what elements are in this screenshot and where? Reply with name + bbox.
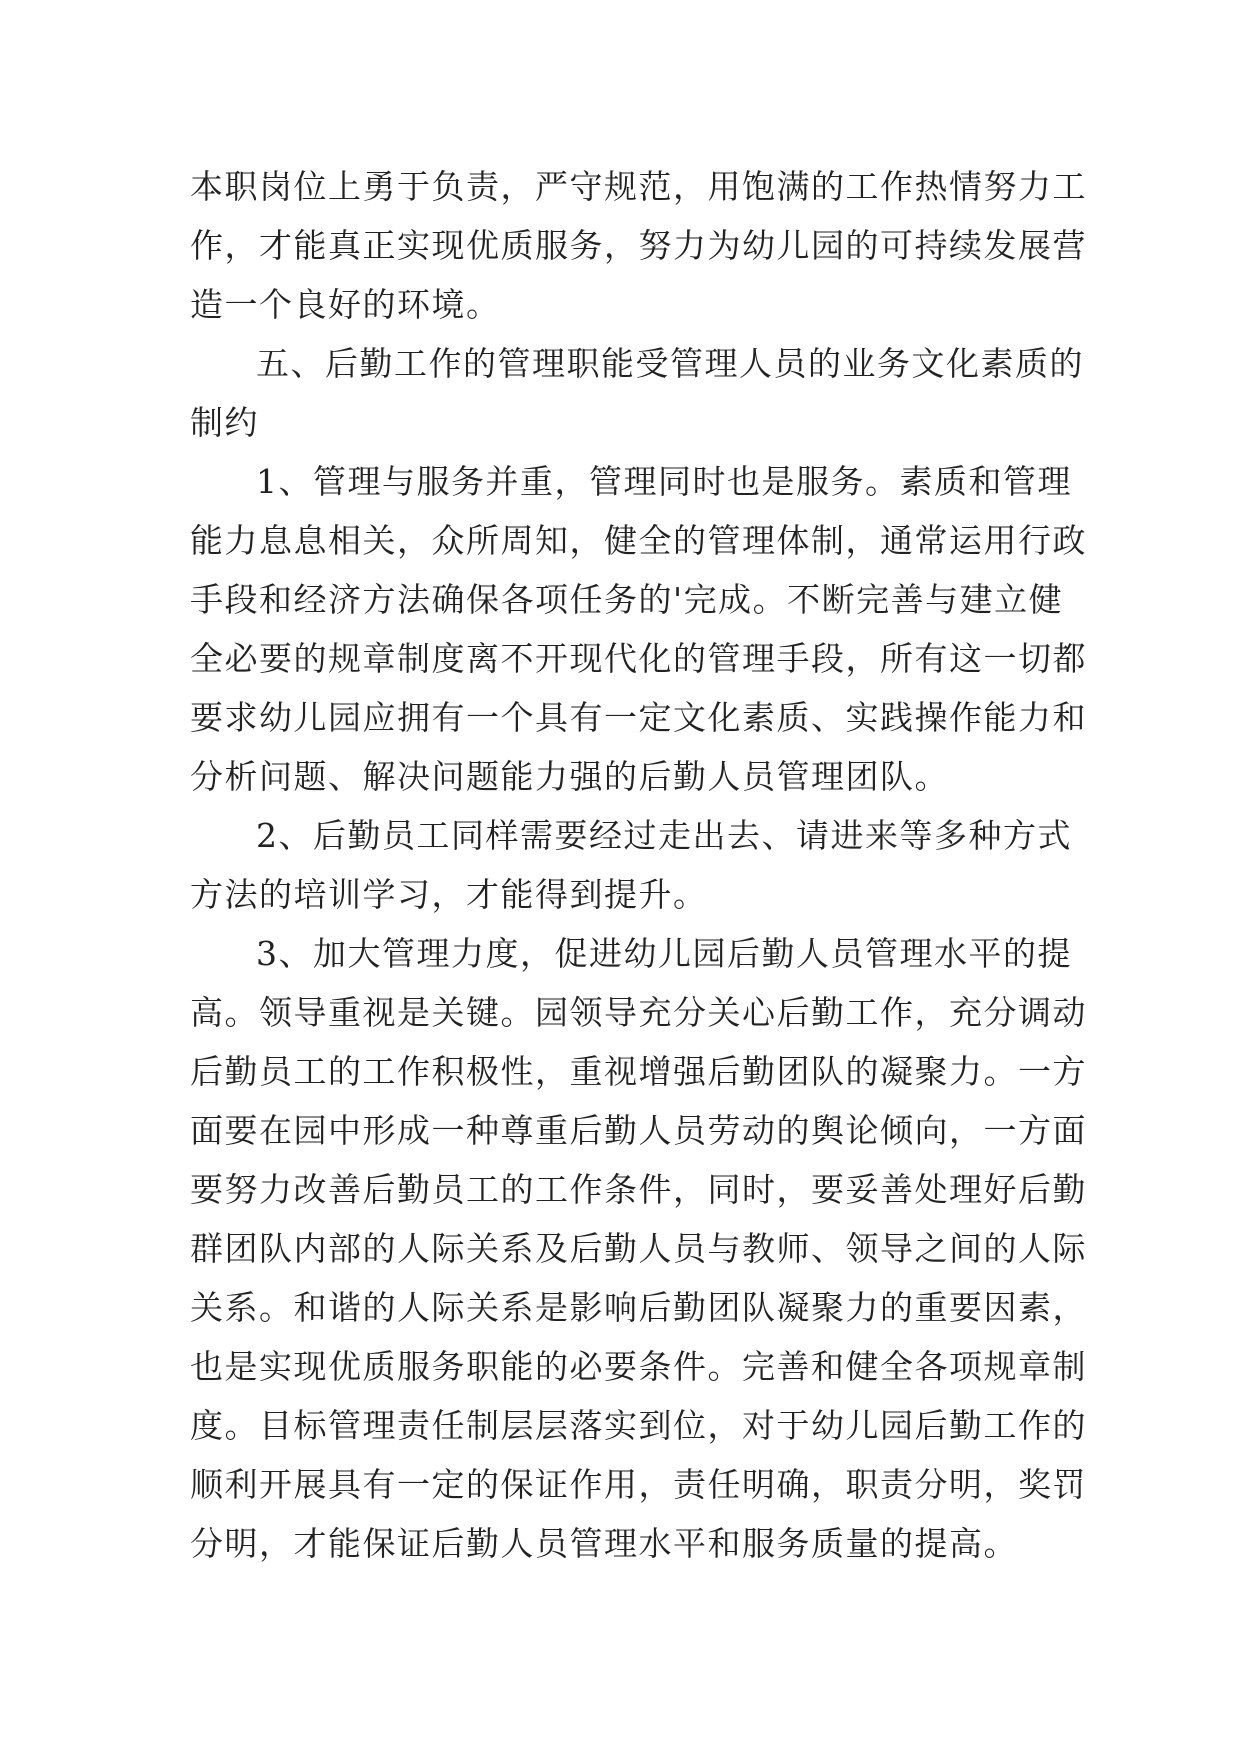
text-line: 顺利开展具有一定的保证作用，责任明确，职责分明，奖罚 <box>190 1465 1087 1504</box>
text-line: 造一个良好的环境。 <box>190 285 501 324</box>
text-line: 全必要的规章制度离不开现代化的管理手段，所有这一切都 <box>190 639 1087 678</box>
text-line: 要求幼儿园应拥有一个具有一定文化素质、实践操作能力和 <box>190 698 1087 737</box>
document-body <box>190 157 1087 1573</box>
text-line: 作，才能真正实现优质服务，努力为幼儿园的可持续发展营 <box>190 226 1087 265</box>
text-line: 分析问题、解决问题能力强的后勤人员管理团队。 <box>190 757 949 796</box>
text-line: 手段和经济方法确保各项任务的'完成。不断完善与建立健 <box>190 580 1064 619</box>
text-line: 要努力改善后勤员工的工作条件，同时，要妥善处理好后勤 <box>190 1170 1087 1209</box>
section-heading-line: 五、后勤工作的管理职能受管理人员的业务文化素质的 <box>256 344 1084 383</box>
text-line: 方法的培训学习，才能得到提升。 <box>190 875 708 914</box>
text-line: 2、后勤员工同样需要经过走出去、请进来等多种方式 <box>256 816 1072 855</box>
text-line: 关系。和谐的人际关系是影响后勤团队凝聚力的重要因素， <box>190 1288 1087 1327</box>
text-line: 度。目标管理责任制层层落实到位，对于幼儿园后勤工作的 <box>190 1406 1087 1445</box>
text-line: 本职岗位上勇于负责，严守规范，用饱满的工作热情努力工 <box>190 167 1087 206</box>
text-line: 群团队内部的人际关系及后勤人员与教师、领导之间的人际 <box>190 1229 1087 1268</box>
text-line: 3、加大管理力度，促进幼儿园后勤人员管理水平的提 <box>256 934 1072 973</box>
section-heading-line: 制约 <box>190 403 259 442</box>
text-line: 面要在园中形成一种尊重后勤人员劳动的舆论倾向，一方面 <box>190 1111 1087 1150</box>
text-line: 能力息息相关，众所周知，健全的管理体制，通常运用行政 <box>190 521 1087 560</box>
text-line: 后勤员工的工作积极性，重视增强后勤团队的凝聚力。一方 <box>190 1052 1087 1091</box>
text-line: 也是实现优质服务职能的必要条件。完善和健全各项规章制 <box>190 1347 1087 1386</box>
text-line: 分明，才能保证后勤人员管理水平和服务质量的提高。 <box>190 1524 1018 1563</box>
text-line: 高。领导重视是关键。园领导充分关心后勤工作，充分调动 <box>190 993 1087 1032</box>
text-line: 1、管理与服务并重，管理同时也是服务。素质和管理 <box>256 462 1072 501</box>
